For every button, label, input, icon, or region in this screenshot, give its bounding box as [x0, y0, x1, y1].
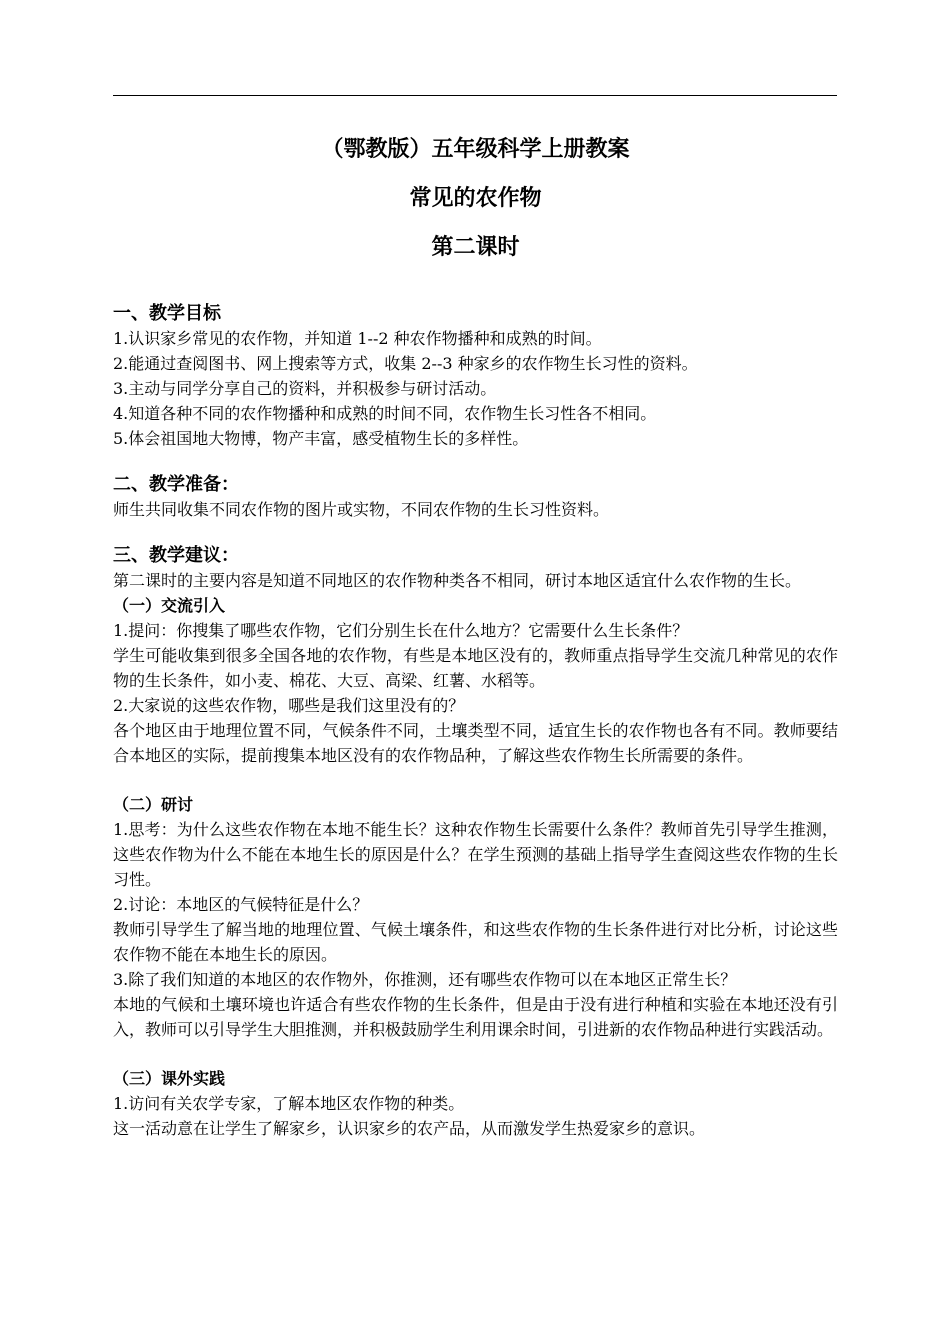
goal-item: 3.主动与同学分享自己的资料，并积极参与研讨活动。	[113, 379, 497, 398]
section-teaching-preparation	[113, 473, 838, 522]
section-heading: 三、教学建议：	[113, 545, 239, 566]
goal-item: 5.体会祖国地大物博，物产丰富，感受植物生长的多样性。	[113, 429, 529, 448]
paragraph: 本地的气候和土壤环境也许适合有些农作物的生长条件，但是由于没有进行种植和实验在本地还没有引入，教师可以引导学生大胆推测，并积极鼓励学生利用课余时间，引进新的农作物品种进行实践活动。	[113, 995, 838, 1039]
paragraph: 这一活动意在让学生了解家乡，认识家乡的农产品，从而激发学生热爱家乡的意识。	[113, 1119, 706, 1138]
section-heading: 二、教学准备：	[113, 474, 239, 495]
paragraph: 1.访问有关农学专家，了解本地区农作物的种类。	[113, 1094, 465, 1113]
paragraph: 第二课时的主要内容是知道不同地区的农作物种类各不相同，研讨本地区适宜什么农作物的生长。	[113, 571, 802, 590]
lesson-period: 第二课时	[431, 235, 520, 260]
paragraph: 3.除了我们知道的本地区的农作物外，你推测，还有哪些农作物可以在本地区正常生长？	[113, 970, 737, 989]
section-teaching-suggestions	[113, 544, 838, 1141]
document-title: （鄂教版）五年级科学上册教案	[321, 137, 630, 162]
subsection-heading: （一）交流引入	[113, 596, 226, 615]
subsection-heading: （二）研讨	[113, 795, 194, 814]
goal-item: 4.知道各种不同的农作物播种和成熟的时间不同，农作物生长习性各不相同。	[113, 404, 657, 423]
paragraph: 1.提问：你搜集了哪些农作物，它们分别生长在什么地方？它需要什么生长条件？	[113, 621, 689, 640]
subsection-heading: （三）课外实践	[113, 1069, 226, 1088]
goal-item: 1.认识家乡常见的农作物，并知道 1--2 种农作物播种和成熟的时间。	[113, 329, 602, 348]
paragraph: 学生可能收集到很多全国各地的农作物，有些是本地区没有的，教师重点指导学生交流几种常见的农作物的生长条件，如小麦、棉花、大豆、高梁、红薯、水稻等。	[113, 646, 838, 690]
section-teaching-goals	[113, 302, 838, 451]
goal-item: 2.能通过查阅图书、网上搜索等方式，收集 2--3 种家乡的农作物生长习性的资料。	[113, 354, 698, 373]
paragraph: 1.思考：为什么这些农作物在本地不能生长？这种农作物生长需要什么条件？教师首先引导学生推测，这些农作物为什么不能在本地生长的原因是什么？在学生预测的基础上指导学生查阅这些农作物的生长习性。	[113, 820, 838, 889]
section-heading: 一、教学目标	[113, 303, 221, 324]
paragraph: 2.大家说的这些农作物，哪些是我们这里没有的？	[113, 696, 465, 715]
paragraph: 2.讨论：本地区的气候特征是什么？	[113, 895, 369, 914]
paragraph: 师生共同收集不同农作物的图片或实物，不同农作物的生长习性资料。	[113, 500, 610, 519]
header-rule	[113, 95, 837, 96]
document-body	[113, 130, 838, 1141]
paragraph: 教师引导学生了解当地的地理位置、气候土壤条件，和这些农作物的生长条件进行对比分析，讨论这些农作物不能在本地生长的原因。	[113, 920, 838, 964]
paragraph: 各个地区由于地理位置不同，气候条件不同，土壤类型不同，适宜生长的农作物也各有不同。教师要结合本地区的实际，提前搜集本地区没有的农作物品种，了解这些农作物生长所需要的条件。	[113, 721, 838, 765]
lesson-title: 常见的农作物	[409, 186, 542, 211]
